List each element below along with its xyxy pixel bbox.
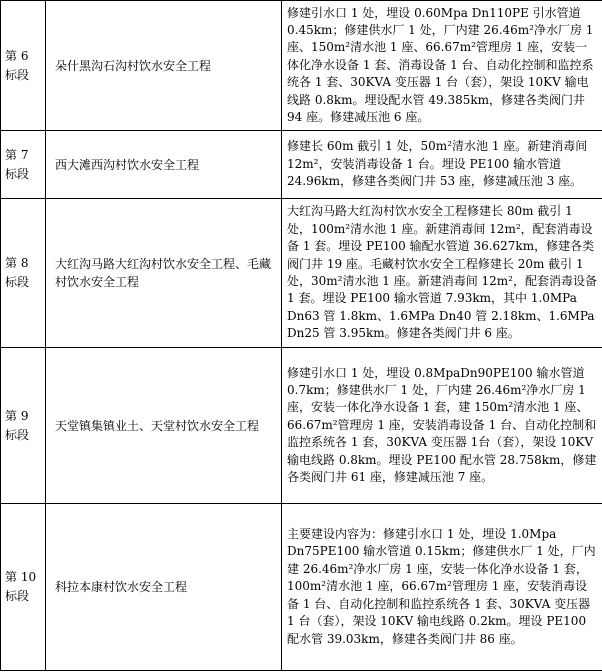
project-name <box>46 1 282 131</box>
construction-content-text: 修建引水口 1 处，埋设 0.60Mpa Dn110PE 引水管道 0.45km；修建供水厂 1 处，厂内建 26.46m²净水厂房 1 座、150m²清水池 1 座、66.67m²管理房 1 座，安装一体化净水设备 1 套、消毒设备 1 台、自动化控制和监控系统各 1 套、30KVA 变压器 1 台（套），架设 10KV 输电线路 0.8km。埋设配水管 49.385km，修建各类阀门井 94 座。修建减压池 6 座。 <box>287 5 594 125</box>
section-label-text: 第 7 标段 <box>5 147 30 181</box>
project-name <box>46 504 282 671</box>
table-row <box>1 131 602 199</box>
section-label <box>1 199 46 348</box>
section-label <box>1 348 46 504</box>
table-row <box>1 348 602 504</box>
construction-content-text: 修建长 60m 截引 1 处，50m²清水池 1 座。新建消毒间 12m²，安装消毒设备 1 台。埋设 PE100 输水管道 24.96km，修建各类阀门井 53 座，修建减压池 3 座。 <box>287 139 588 189</box>
section-label <box>1 504 46 671</box>
section-label <box>1 1 46 131</box>
project-name <box>46 131 282 199</box>
section-label-text: 第 10 标段 <box>5 570 37 603</box>
construction-content <box>282 348 602 504</box>
section-label-text: 第 6 标段 <box>5 48 30 82</box>
project-name <box>46 199 282 348</box>
section-label-text: 第 8 标段 <box>5 256 30 289</box>
construction-content <box>282 1 602 131</box>
project-name-text: 科拉本康村饮水安全工程 <box>55 580 188 594</box>
project-name-text: 西大滩西沟村饮水安全工程 <box>55 157 200 172</box>
construction-content-text: 修建引水口 1 处，埋设 0.8MpaDn90PE100 输水管道 0.7km；修建供水厂 1 处，厂内建 26.46m²净水厂房 1 座，安装一体化净水设备 1 套，建 150m²清水池 1 座、66.67m²管理房 1 座，安装消毒设备 1 台、自动化控制和监控系统各 1 套，30KVA 变压器 1台（套），架设 10KV 输电线路 0.8km。埋设 PE100 配水管 28.758km，修建各类阀门井 61 座，修建减压池 7 座。 <box>287 365 597 485</box>
construction-content-text: 大红沟马路大红沟村饮水安全工程修建长 80m 截引 1 处，100m²清水池 1 座。新建消毒间 12m²，配套消毒设备 1 套。埋设 PE100 输配水管道 36.627km，修建各类阀门井 19 座。毛藏村饮水安全工程修建长 20m 截引 1 处，30m²清水池 1 座。新建消毒间 12m²，配套消毒设备 1 套。埋设 PE100 输水管道 7.93km，其中 1.0MPa Dn63 管 1.8km、1.6MPa Dn40 管 2.18km、1.6MPa Dn25 管 3.95km。修建各类阀门井 6 座。 <box>287 204 597 341</box>
project-name-text: 大红沟马路大红沟村饮水安全工程、毛藏村饮水安全工程 <box>55 257 272 289</box>
table-row <box>1 1 602 131</box>
construction-content <box>282 131 602 199</box>
section-label <box>1 131 46 199</box>
project-name-text: 天堂镇集镇业土、天堂村饮水安全工程 <box>55 418 260 433</box>
project-name-text: 朵什黑沟石沟村饮水安全工程 <box>55 58 212 73</box>
construction-content-text: 主要建设内容为：修建引水口 1 处，埋设 1.0Mpa Dn75PE100 输水管道 0.15km；修建供水厂 1 处，厂内建 26.46m²净水厂房 1 座，安装一体化净水设备 1 套，100m²清水池 1 座，66.67m²管理房 1 座，安装消毒设备 1 台、自动化控制和监控系统各 1 套、30KVA 变压器 1 台（套），架设 10KV 输电线路 0.2km。埋设 PE100 配水管 39.03km，修建各类阀门井 86 座。 <box>287 527 596 646</box>
project-name <box>46 348 282 504</box>
table-row <box>1 504 602 671</box>
table-row <box>1 199 602 348</box>
construction-content <box>282 504 602 671</box>
construction-content <box>282 199 602 348</box>
section-label-text: 第 9 标段 <box>5 408 30 442</box>
